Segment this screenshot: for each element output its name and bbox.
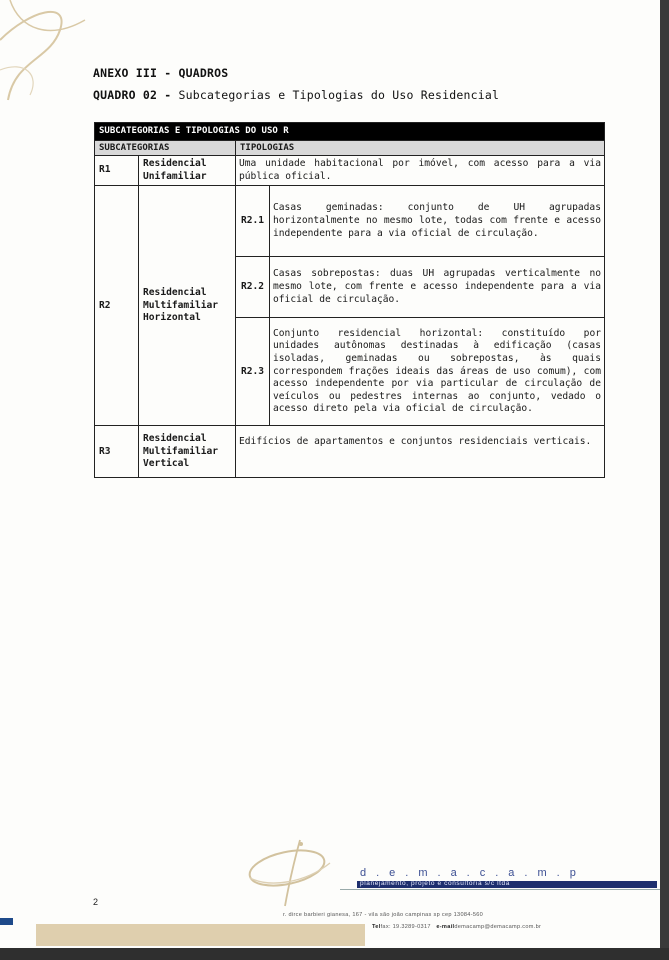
page-number: 2 — [93, 897, 99, 907]
brand-name: d.e.m.a.c.a.m.p — [360, 867, 586, 879]
footer-divider — [340, 889, 660, 890]
subcode-cell: R2.3 — [236, 318, 270, 426]
code-cell: R2 — [95, 186, 139, 426]
code-cell: R3 — [95, 426, 139, 478]
quadro-heading — [93, 88, 499, 102]
company-address: r. dirce barbieri gianesa, 167 - vila são joão campinas sp cep 13084-560 — [283, 912, 484, 918]
email-label: e-mail — [436, 924, 455, 930]
column-header-subcategorias: SUBCATEGORIAS — [95, 140, 236, 156]
tel-label: Tel — [372, 924, 381, 930]
footer-blue-mark — [0, 918, 13, 925]
table-row-r1 — [95, 156, 605, 186]
name-cell: Residencial Unifamiliar — [139, 156, 236, 186]
subcode-cell: R2.2 — [236, 257, 270, 318]
brand-tagline: planejamento, projeto e consultoria s/c ltda — [360, 880, 510, 887]
company-contact — [372, 924, 541, 930]
residential-typologies-table — [94, 122, 605, 478]
scan-right-edge — [660, 0, 669, 960]
tel-number: fax: 19.3289-0317 — [380, 924, 431, 930]
quadro-title: Subcategorias e Tipologias do Uso Residencial — [178, 88, 500, 102]
corner-swirl-logo — [0, 0, 90, 110]
scan-bottom-edge — [0, 948, 669, 960]
quadro-label: QUADRO 02 - — [93, 88, 172, 102]
typology-text: Uma unidade habitacional por imóvel, com acesso para a via pública oficial. — [236, 156, 605, 186]
typology-text: Edifícios de apartamentos e conjuntos residenciais verticais. — [236, 426, 605, 478]
demacamp-logo-icon — [245, 838, 335, 908]
name-cell: Residencial Multifamiliar Horizontal — [139, 186, 236, 426]
footer-tan-bar — [36, 924, 365, 946]
column-header-tipologias: TIPOLOGIAS — [236, 140, 605, 156]
typology-text: Conjunto residencial horizontal: constituído por unidades autônomas destinadas à edificação (casas isoladas, geminadas ou sobrepostas, às quais correspondem frações ideais das áreas de uso comum), com acesso independente por via particular de circulação de veículos ou pedestres internas ao conjunto, vedado o acesso direto pela via oficial de circulação. — [270, 318, 605, 426]
table-row-r3 — [95, 426, 605, 478]
annex-title: ANEXO III - QUADROS — [93, 66, 229, 80]
table-title-row — [95, 123, 605, 141]
typology-text: Casas sobrepostas: duas UH agrupadas verticalmente no mesmo lote, com frente e acesso independente para a via oficial de circulação. — [270, 257, 605, 318]
code-cell: R1 — [95, 156, 139, 186]
table-header-row — [95, 140, 605, 156]
table-title: SUBCATEGORIAS E TIPOLOGIAS DO USO R — [95, 123, 605, 141]
email-address[interactable]: demacamp@demacamp.com.br — [454, 924, 542, 930]
table-row-r2-1 — [95, 186, 605, 257]
subcode-cell: R2.1 — [236, 186, 270, 257]
name-cell: Residencial Multifamiliar Vertical — [139, 426, 236, 478]
typology-text: Casas geminadas: conjunto de UH agrupadas horizontalmente no mesmo lote, todas com frente e acesso independente para a via oficial de circulação. — [270, 186, 605, 257]
